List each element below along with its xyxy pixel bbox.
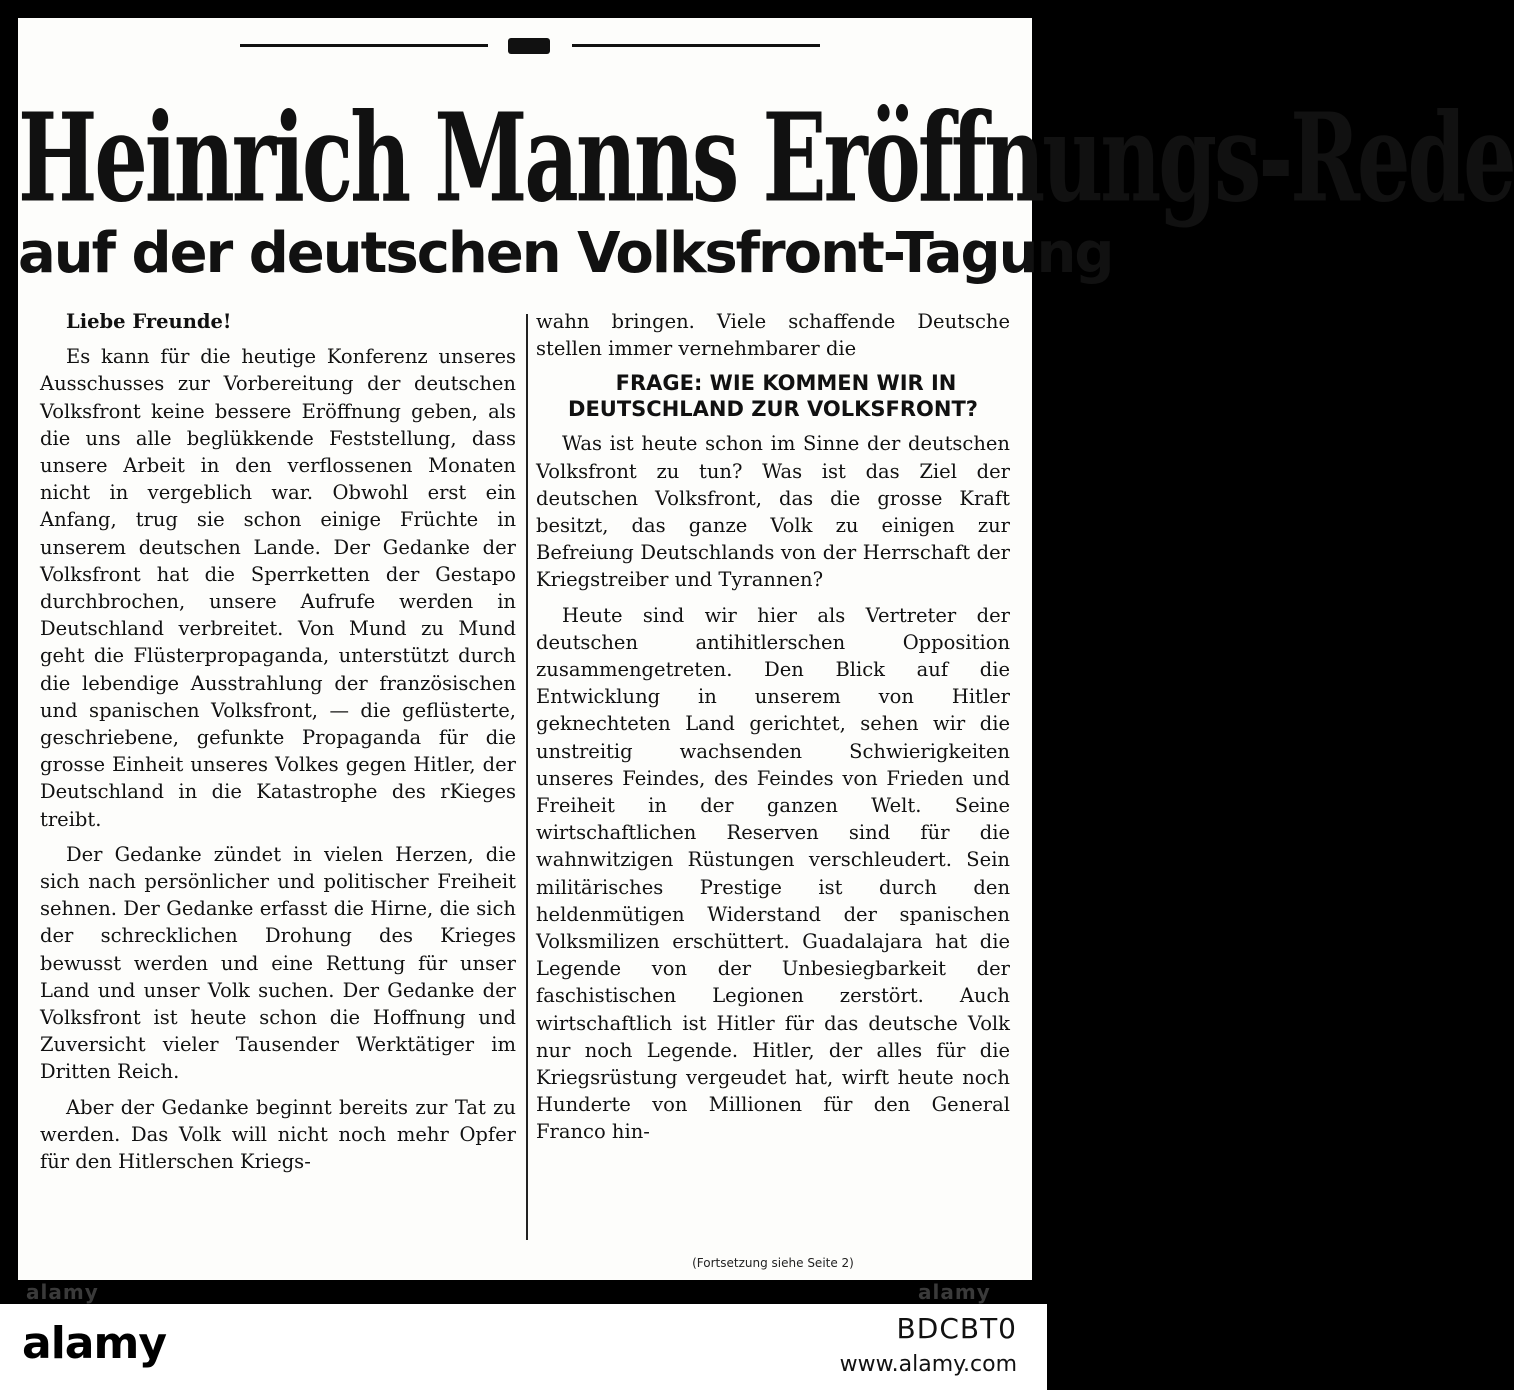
watermark-left: alamy [26, 1280, 99, 1304]
right-lead-text: wahn bringen. Viele schaffende Deutsche stellen immer vernehmbarer die [536, 310, 1010, 361]
newspaper-page [18, 18, 1514, 1280]
footer-url: www.alamy.com [839, 1352, 1017, 1377]
alamy-logo: alamy [22, 1318, 166, 1369]
right-paragraph-1: Was ist heute schon im Sinne der deutschen Volksfront zu tun? Was ist das Ziel der deutschen Volksfront, das die grosse Kraft besitzt, das ganze Volk zu einigen zur Befreiung Deutschlands von der Herrschaft der Kriegstreiber und Tyrannen? [536, 432, 1010, 592]
stock-footer [0, 1304, 1047, 1390]
section-subhead: FRAGE: WIE KOMMEN WIR IN DEUTSCHLAND ZUR VOLKSFRONT? [568, 371, 978, 422]
watermark-right: alamy [918, 1280, 991, 1304]
column-divider [526, 314, 528, 1240]
watermark-strip [0, 1280, 1047, 1304]
left-paragraph-2: Der Gedanke zündet in vielen Herzen, die sich nach persönlicher und politischer Freiheit sehnen. Der Gedanke erfasst die Hirne, die sich der schrecklichen Drohung des Krieges bewusst werden und eine Rettung für unser Land und unser Volk suchen. Der Gedanke der Volksfront ist heute schon die Hoffnung und Zuversicht vieler Tausender Werktätiger im Dritten Reich. [40, 842, 516, 1084]
header-ornament [240, 38, 820, 52]
top-black-border [0, 0, 1047, 14]
ornament-block [508, 38, 550, 54]
continuation-note: (Fortsetzung siehe Seite 2) [692, 1256, 854, 1270]
left-paragraph-1: Es kann für die heutige Konferenz unseres Ausschusses zur Vorbereitung der deutschen Volksfront keine bessere Eröffnung geben, als die uns alle beglükkende Feststellung, dass unsere Arbeit in den verflossenen Monaten nicht in vergeblich war. Obwohl erst ein Anfang, trug sie schon einige Früchte in unserem deutschen Lande. Der Gedanke der Volksfront hat die Sperrketten der Gestapo durchbrochen, unsere Aufrufe werden in Deutschland verbreitet. Von Mund zu Mund geht die Flüsterpropaganda, unterstützt durch die lebendige Ausstrahlung der französischen und spanischen Volksfront, — die geflüsterte, geschriebene, gefunkte Propaganda für die grosse Einheit unseres Volkes gegen Hitler, der Deutschland in die Katastrophe des rKieges treibt. [40, 345, 516, 831]
article-subheadline: auf der deutschen Volksfront-Tagung [18, 221, 1113, 286]
ornament-rule-left [240, 44, 488, 47]
right-paragraph-2: Heute sind wir hier als Vertreter der deutschen antihitlerschen Opposition zusammengetreten. Den Blick auf die Entwicklung in unserem von Hitler geknechteten Land gerichtet, sehen wir die unstreitig wachsenden Schwierigkeiten unseres Feindes, des Feindes von Frieden und Freiheit in der ganzen Welt. Seine wirtschaftlichen Reserven sind für die wahnwitzigen Rüstungen verschleudert. Sein militärisches Prestige ist durch den heldenmütigen Widerstand der spanischen Volksmilizen erschüttert. Guadalajara hat die Legende von der Unbesiegbarkeit der faschistischen Legionen zerstört. Auch wirtschaftlich ist Hitler für das deutsche Volk nur noch Legende. Hitler, der alles für die Kriegsrüstung vergeudet hat, wirft heute noch Hunderte von Millionen für den General Franco hin- [536, 603, 1010, 1144]
left-column [40, 308, 516, 1248]
article-headline: Heinrich Manns Eröffnungs-Rede [18, 86, 1514, 230]
image-id: BDCBT0 [896, 1312, 1017, 1345]
left-paragraph-3: Aber der Gedanke beginnt bereits zur Tat zu werden. Das Volk will nicht noch mehr Opfer für den Hitlerschen Kriegs- [40, 1095, 516, 1174]
greeting: Liebe Freunde! [66, 310, 232, 333]
right-column [536, 308, 1010, 1248]
ornament-rule-right [572, 44, 820, 47]
